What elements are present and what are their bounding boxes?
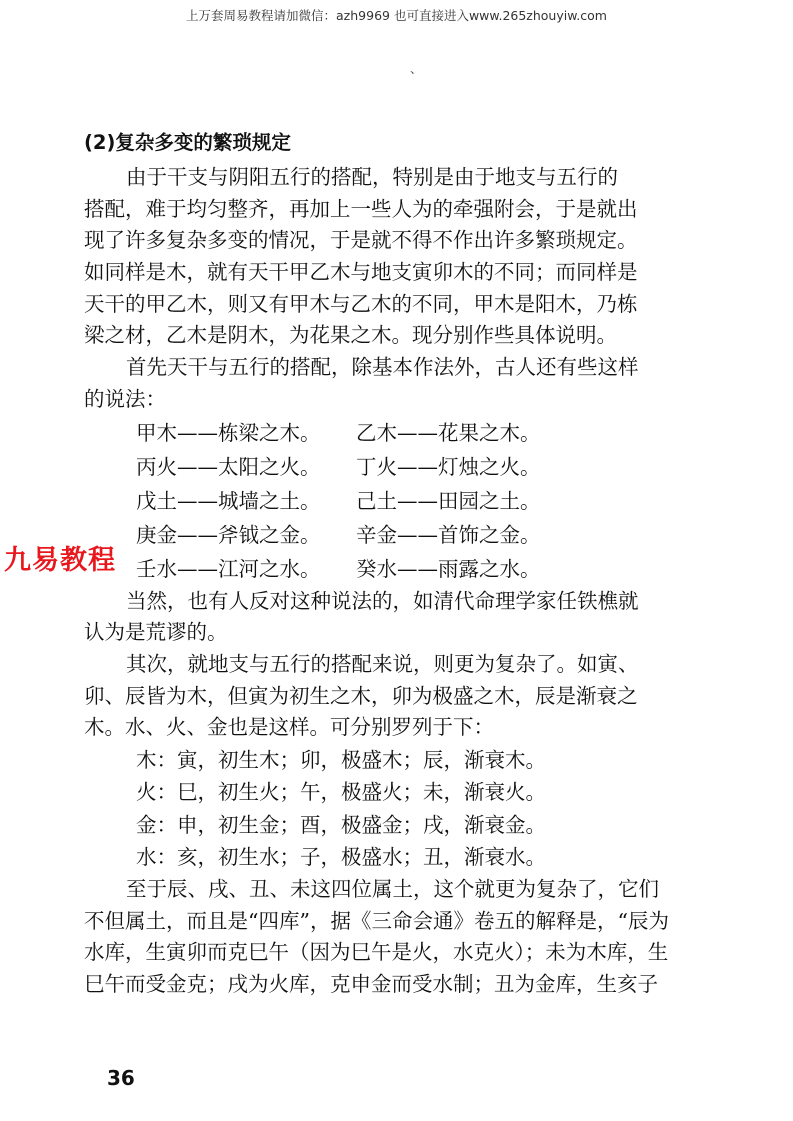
paragraph-2 [84, 352, 710, 415]
paragraph-5 [84, 874, 710, 1001]
paragraph-4 [84, 649, 710, 744]
stem-element-list [84, 416, 710, 586]
paragraph-3 [84, 586, 710, 649]
stem-yang-item: 甲木——栋梁之木。 [136, 420, 321, 445]
stem-pair-row [84, 484, 710, 518]
page-number: 36 [107, 1066, 135, 1090]
text-line: 至于辰、戌、丑、未这四位属土，这个就更为复杂了，它们 [126, 876, 659, 901]
watermark-logo: 九易教程 [4, 545, 116, 576]
stem-pair-row [84, 450, 710, 484]
text-line: 梁之材，乙木是阴木，为花果之木。现分别作些具体说明。 [84, 323, 617, 348]
stem-yang-item: 庚金——斧钺之金。 [136, 522, 321, 547]
branch-element-list [84, 744, 710, 874]
stray-mark: 、 [410, 62, 423, 76]
stem-yin-item: 丁火——灯烛之火。 [356, 454, 541, 479]
stem-yin-item: 癸水——雨露之水。 [356, 556, 541, 581]
section-heading: (2)复杂多变的繁琐规定 [84, 131, 291, 154]
text-line: 水库，生寅卯而克巳午（因为巳午是火，水克火）；未为木库，生 [84, 940, 669, 965]
stem-yin-item: 辛金——首饰之金。 [356, 522, 541, 547]
branch-row: 金：申，初生金；酉，极盛金；戌，渐衰金。 [136, 812, 546, 837]
stem-yang-item: 壬水——江河之水。 [136, 556, 321, 581]
text-line: 认为是荒谬的。 [84, 620, 228, 645]
stem-yin-item: 己土——田园之土。 [356, 488, 541, 513]
text-line: 卯、辰皆为木，但寅为初生之木，卯为极盛之木，辰是渐衰之 [84, 683, 638, 708]
text-line: 木。水、火、金也是这样。可分别罗列于下： [84, 715, 494, 740]
text-line: 现了许多复杂多变的情况，于是就不得不作出许多繁琐规定。 [84, 228, 638, 253]
stem-yang-item: 丙火——太阳之火。 [136, 454, 321, 479]
stem-pair-row [84, 518, 710, 552]
branch-row: 木：寅，初生木；卯，极盛木；辰，渐衰木。 [136, 747, 546, 772]
text-line: 如同样是木，就有天干甲乙木与地支寅卯木的不同；而同样是 [84, 260, 638, 285]
text-line: 其次，就地支与五行的搭配来说，则更为复杂了。如寅、 [126, 651, 639, 676]
branch-row: 火：巳，初生火；午，极盛火；未，渐衰火。 [136, 780, 546, 805]
stem-yin-item: 乙木——花果之木。 [356, 420, 541, 445]
text-line: 由于干支与阴阳五行的搭配，特别是由于地支与五行的 [126, 165, 618, 189]
paragraph-1 [84, 162, 710, 352]
text-line: 搭配，难于均匀整齐，再加上一些人为的牵强附会，于是就出 [84, 196, 638, 221]
stem-yang-item: 戊土——城墙之土。 [136, 488, 321, 513]
branch-row: 水：亥，初生水；子，极盛水；丑，渐衰水。 [136, 845, 546, 870]
text-line: 巳午而受金克；戌为火库，克申金而受水制；丑为金库，生亥子 [84, 972, 658, 996]
text-line: 不但属土，而且是“四库”，据《三命会通》卷五的解释是，“辰为 [84, 908, 669, 933]
text-line: 天干的甲乙木，则又有甲木与乙木的不同，甲木是阳木，乃栋 [84, 291, 638, 316]
page-body [84, 128, 710, 1001]
top-banner: 上万套周易教程请加微信：azh9969 也可直接进入www.265zhouyiw.com [186, 8, 607, 23]
text-line: 当然，也有人反对这种说法的，如清代命理学家任铁樵就 [126, 588, 639, 613]
text-line: 的说法： [84, 386, 166, 411]
stem-pair-row [84, 552, 710, 586]
stem-pair-row [84, 416, 710, 450]
text-line: 首先天干与五行的搭配，除基本作法外，古人还有些这样 [126, 355, 639, 380]
